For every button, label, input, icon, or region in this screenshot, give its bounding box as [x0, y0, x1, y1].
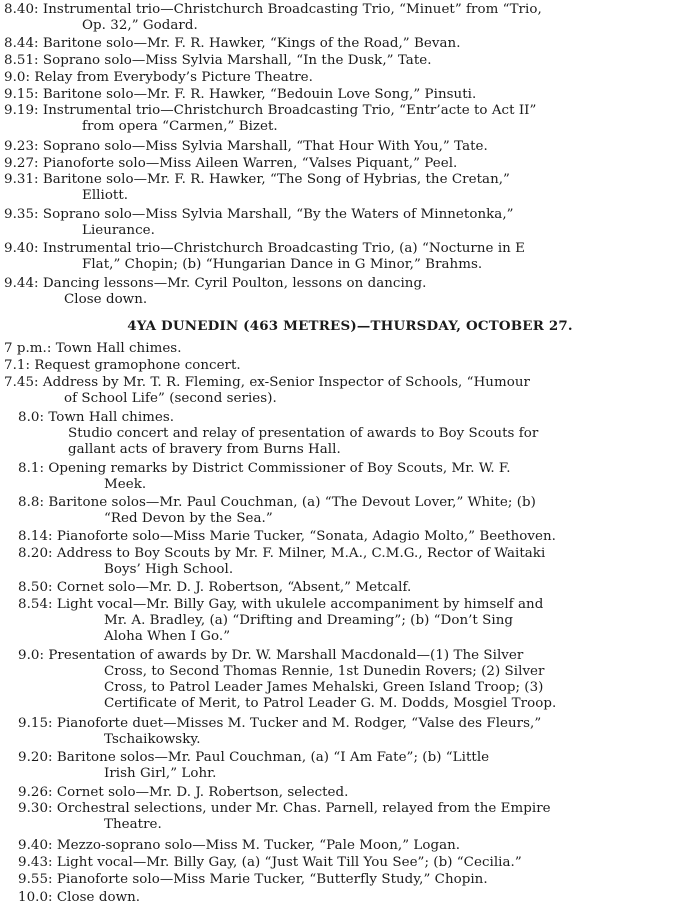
entry-text: Mezzo-soprano solo—Miss M. Tucker, “Pale Moon,” Logan.	[56, 838, 461, 853]
entry-text: Address by Mr. T. R. Fleming, ex-Senior Inspector of Schools, “Humour	[42, 375, 530, 390]
entry-text: Presentation of awards by Dr. W. Marshall Macdonald—(1) The Silver	[48, 648, 524, 663]
entry-time: 8.8:	[18, 495, 45, 510]
programme-entry	[4, 890, 694, 906]
entry-text-continued: Theatre.	[104, 816, 162, 832]
entry-text-continued: Mr. A. Bradley, (a) “Drifting and Dreaming”; (b) “Don’t Sing	[104, 612, 514, 628]
entry-time: 9.19	[4, 103, 35, 118]
programme-entry	[4, 597, 694, 645]
programme-entry	[4, 580, 694, 596]
programme-entry	[4, 546, 694, 578]
entry-text: Town Hall chimes.	[55, 341, 182, 356]
programme-entry	[4, 529, 694, 545]
entry-text: Opening remarks by District Commissioner of Boy Scouts, Mr. W. F.	[48, 461, 511, 476]
programme-entry: 9.35: Soprano solo—Miss Sylvia Marshall, “By the Waters of Minnetonka,” Lieurance.	[4, 207, 694, 239]
entry-text-continued: “Red Devon by the Sea.”	[104, 510, 273, 526]
entry-text: Address to Boy Scouts by Mr. F. Milner, M.A., C.M.G., Rector of Waitaki	[56, 546, 546, 561]
entry-time: 7.1:	[4, 358, 31, 373]
entry-time: 7.45:	[4, 375, 39, 390]
programme-entry: 9.23: Soprano solo—Miss Sylvia Marshall, “That Hour With You,” Tate.	[4, 139, 488, 154]
station-heading: 4YA DUNEDIN (463 METRES)—THURSDAY, OCTOBER 27.	[127, 318, 573, 334]
entry-time: 9.15:	[18, 716, 53, 731]
entry-text-continued: Certificate of Merit, to Patrol Leader G. M. Dodds, Mosgiel Troop.	[104, 695, 557, 711]
entry-text-continued: Tschaikowsky.	[104, 731, 201, 747]
entry-time: 9.0	[4, 70, 26, 85]
entry-text: Soprano solo—Miss Sylvia Marshall, “In the Dusk,” Tate.	[42, 53, 432, 68]
entry-text: Baritone solo—Mr. F. R. Hawker, “The Song of Hybrias, the Cretan,”	[42, 172, 510, 187]
entry-text: Baritone solo—Mr. F. R. Hawker, “Bedouin Love Song,” Pinsuti.	[42, 87, 477, 102]
entry-text: Pianoforte solo—Miss Marie Tucker, “Sonata, Adagio Molto,” Beethoven.	[56, 529, 556, 544]
entry-time: 9.20:	[18, 750, 53, 765]
entry-text-continued: Op. 32,” Godard.	[82, 17, 198, 33]
programme-entry	[4, 801, 694, 833]
entry-time: 7 p.m.:	[4, 341, 52, 356]
entry-time: 9.27	[4, 156, 35, 171]
programme-entry	[4, 750, 694, 782]
entry-text: Baritone solos—Mr. Paul Couchman, (a) “I Am Fate”; (b) “Little	[56, 750, 490, 765]
entry-time: 9.44	[4, 276, 35, 291]
entry-time: 9.30:	[18, 801, 53, 816]
entry-text-continued: Lieurance.	[82, 222, 155, 238]
entry-text-continued: Boys’ High School.	[104, 561, 234, 577]
entry-time: 9.0:	[18, 648, 45, 663]
entry-text-continued: of School Life” (second series).	[64, 390, 277, 406]
programme-entry	[4, 341, 694, 357]
entry-time: 8.14:	[18, 529, 53, 544]
entry-text-continued: Elliott.	[82, 187, 129, 203]
programme-entry: 9.15: Baritone solo—Mr. F. R. Hawker, “Bedouin Love Song,” Pinsuti.	[4, 87, 477, 102]
programme-entry	[4, 648, 694, 712]
entry-time: 10.0:	[18, 890, 53, 905]
programme-entry	[4, 358, 694, 374]
entry-text: Cornet solo—Mr. D. J. Robertson, selected.	[56, 785, 349, 800]
entry-time: 8.0:	[18, 410, 45, 425]
programme-entry: 8.51: Soprano solo—Miss Sylvia Marshall, “In the Dusk,” Tate.	[4, 53, 432, 68]
entry-time: 9.43:	[18, 855, 53, 870]
programme-entry	[4, 855, 694, 871]
entry-text: Pianoforte solo—Miss Marie Tucker, “Butterfly Study,” Chopin.	[56, 872, 488, 887]
entry-time: 8.1:	[18, 461, 45, 476]
programme-entry	[4, 872, 694, 888]
entry-text: Soprano solo—Miss Sylvia Marshall, “By the Waters of Minnetonka,”	[42, 207, 514, 222]
entry-text: Light vocal—Mr. Billy Gay, (a) “Just Wait Till You See”; (b) “Cecilia.”	[56, 855, 522, 870]
entry-text: Orchestral selections, under Mr. Chas. Parnell, relayed from the Empire	[56, 801, 551, 816]
entry-time: 9.15	[4, 87, 35, 102]
entry-text: Relay from Everybody’s Picture Theatre.	[34, 70, 313, 85]
entry-text: Instrumental trio—Christchurch Broadcasting Trio, (a) “Nocturne in E	[42, 241, 525, 256]
programme-entry	[4, 410, 694, 458]
programme-entry	[4, 375, 694, 407]
entry-text: Cornet solo—Mr. D. J. Robertson, “Absent,” Metcalf.	[56, 580, 412, 595]
entry-text: Instrumental trio—Christchurch Broadcasting Trio, “Minuet” from “Trio,	[42, 2, 542, 17]
entry-time: 8.44	[4, 36, 35, 51]
programme-entry	[4, 785, 694, 801]
programme-entry	[4, 495, 694, 527]
entry-text-continued: Cross, to Second Thomas Rennie, 1st Dunedin Rovers; (2) Silver	[104, 663, 545, 679]
entry-text: Instrumental trio—Christchurch Broadcasting Trio, “Entr’acte to Act II”	[42, 103, 537, 118]
entry-text-continued: gallant acts of bravery from Burns Hall.	[68, 441, 341, 457]
programme-entry: 9.44: Dancing lessons—Mr. Cyril Poulton, lessons on dancing. Close down.	[4, 276, 694, 308]
entry-text: Dancing lessons—Mr. Cyril Poulton, lessons on dancing.	[42, 276, 427, 291]
entry-text: Soprano solo—Miss Sylvia Marshall, “That Hour With You,” Tate.	[42, 139, 488, 154]
entry-time: 9.55:	[18, 872, 53, 887]
programme-entry	[4, 461, 694, 493]
entry-text: Pianoforte solo—Miss Aileen Warren, “Valses Piquant,” Peel.	[42, 156, 458, 171]
entry-text-continued: Aloha When I Go.”	[104, 628, 231, 644]
entry-text-continued: Close down.	[64, 291, 148, 307]
entry-time: 9.35	[4, 207, 35, 222]
entry-time: 8.50:	[18, 580, 53, 595]
entry-text-continued: Flat,” Chopin; (b) “Hungarian Dance in G Minor,” Brahms.	[82, 256, 483, 272]
entry-text-continued: Cross, to Patrol Leader James Mehalski, Green Island Troop; (3)	[104, 679, 544, 695]
entry-time: 9.23	[4, 139, 35, 154]
entry-time: 8.20:	[18, 546, 53, 561]
programme-entry: 8.40: Instrumental trio—Christchurch Broadcasting Trio, “Minuet” from “Trio, Op. 32,” Godard.	[4, 2, 694, 34]
entry-time: 8.51	[4, 53, 35, 68]
entry-text-continued: from opera “Carmen,” Bizet.	[82, 118, 278, 134]
entry-time: 8.54:	[18, 597, 53, 612]
entry-text: Baritone solo—Mr. F. R. Hawker, “Kings of the Road,” Bevan.	[42, 36, 461, 51]
entry-text: Pianoforte duet—Misses M. Tucker and M. Rodger, “Valse des Fleurs,”	[56, 716, 542, 731]
entry-text-continued: Studio concert and relay of presentation of awards to Boy Scouts for	[68, 425, 539, 441]
entry-time: 9.40	[4, 241, 35, 256]
entry-text-continued: Irish Girl,” Lohr.	[104, 765, 217, 781]
entry-text: Town Hall chimes.	[48, 410, 175, 425]
programme-entry: 8.44: Baritone solo—Mr. F. R. Hawker, “Kings of the Road,” Bevan.	[4, 36, 461, 51]
programme-entry: 9.0: Relay from Everybody’s Picture Theatre.	[4, 70, 313, 85]
programme-entry: 9.19: Instrumental trio—Christchurch Broadcasting Trio, “Entr’acte to Act II” from opera “Carmen,” Bizet.	[4, 103, 694, 135]
entry-time: 9.31	[4, 172, 35, 187]
entry-time: 9.26:	[18, 785, 53, 800]
programme-entry: 9.31: Baritone solo—Mr. F. R. Hawker, “The Song of Hybrias, the Cretan,” Elliott.	[4, 172, 694, 204]
entry-text: Request gramophone concert.	[34, 358, 241, 373]
entry-time: 9.40:	[18, 838, 53, 853]
programme-entry: 9.27: Pianoforte solo—Miss Aileen Warren, “Valses Piquant,” Peel.	[4, 156, 458, 171]
programme-entry: 9.40: Instrumental trio—Christchurch Broadcasting Trio, (a) “Nocturne in E Flat,” Chopin; (b) “Hungarian Dance in G Minor,” Brahms.	[4, 241, 694, 273]
entry-text: Close down.	[56, 890, 141, 905]
programme-entry	[4, 716, 694, 748]
entry-text-continued: Meek.	[104, 476, 147, 492]
entry-text: Light vocal—Mr. Billy Gay, with ukulele accompaniment by himself and	[56, 597, 544, 612]
entry-time: 8.40	[4, 2, 35, 17]
entry-text: Baritone solos—Mr. Paul Couchman, (a) “The Devout Lover,” White; (b)	[48, 495, 536, 510]
programme-entry	[4, 838, 694, 854]
